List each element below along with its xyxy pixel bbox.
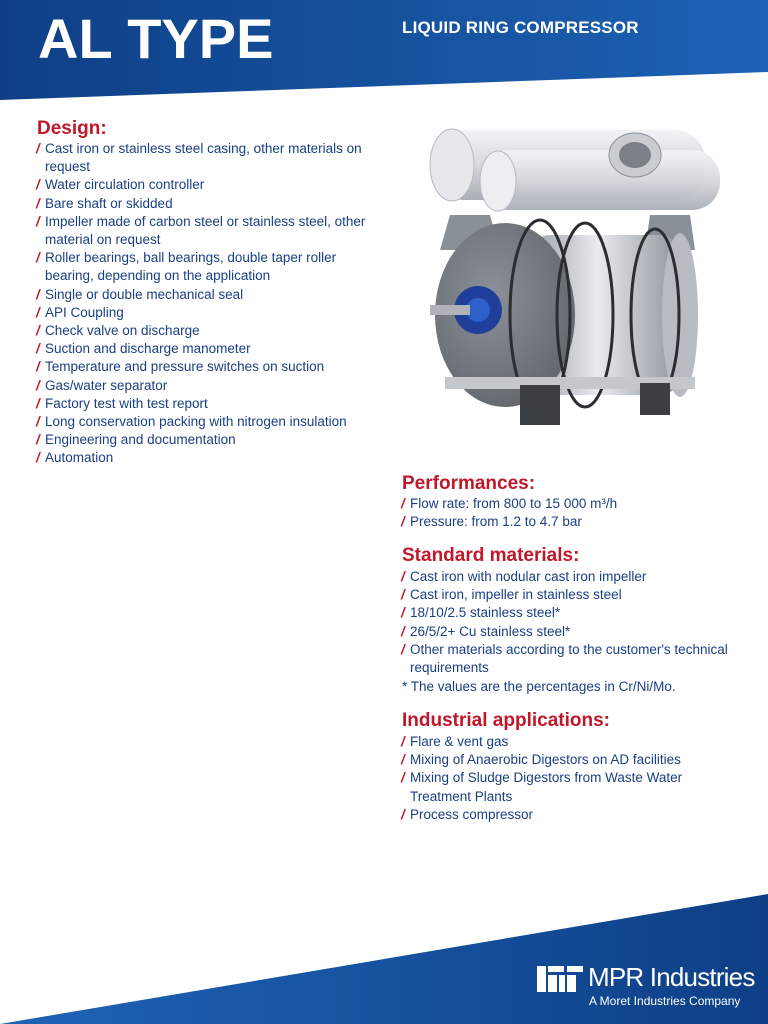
list-item: / Engineering and documentation (37, 431, 367, 449)
list-item: / Other materials according to the customer's technical requirements (401, 641, 728, 676)
slash-bullet-icon: / (36, 304, 40, 320)
list-item: / Automation (37, 449, 367, 467)
list-item: / Impeller made of carbon steel or stainless steel, other material on request (36, 213, 366, 248)
list-item: / Cast iron or stainless steel casing, other materials on request (36, 141, 362, 175)
slash-bullet-icon: / (36, 213, 40, 229)
slash-bullet-icon: / (36, 286, 40, 302)
performances-title: Performances: (402, 473, 536, 494)
list-item: / API Coupling (37, 304, 367, 322)
list-item: / Flow rate: from 800 to 15 000 m³/h (402, 495, 752, 513)
slash-bullet-icon: / (36, 395, 40, 411)
list-item: / Water circulation controller (37, 176, 367, 194)
list-item: / Temperature and pressure switches on suction (37, 358, 367, 376)
list-item: / Roller bearings, ball bearings, double taper roller bearing, depending on the application (36, 250, 337, 284)
slash-bullet-icon: / (36, 195, 40, 211)
slash-bullet-icon: / (36, 414, 40, 430)
list-item: / Cast iron with nodular cast iron impeller (402, 568, 732, 586)
slash-bullet-icon: / (36, 177, 40, 193)
list-item: / Flare & vent gas (402, 733, 732, 751)
slash-bullet-icon: / (401, 770, 405, 786)
slash-bullet-icon: / (36, 341, 40, 357)
page-subtitle: LIQUID RING COMPRESSOR (402, 18, 639, 37)
list-item: / 18/10/2.5 stainless steel* (402, 604, 732, 622)
brand-tagline: A Moret Industries Company (589, 994, 741, 1008)
applications-title: Industrial applications: (402, 710, 610, 731)
slash-bullet-icon: / (401, 569, 405, 584)
applications-list (402, 733, 732, 824)
slash-bullet-icon: / (36, 450, 40, 466)
list-item: / Process compressor (402, 806, 732, 824)
list-item: / Check valve on discharge (37, 322, 367, 340)
mpr-logo-icon (537, 966, 583, 992)
slash-bullet-icon: / (36, 432, 40, 448)
slash-bullet-icon: / (401, 806, 405, 822)
list-item: / Bare shaft or skidded (37, 195, 367, 213)
slash-bullet-icon: / (401, 734, 405, 749)
list-item: / Gas/water separator (37, 377, 367, 395)
slash-bullet-icon: / (36, 141, 40, 156)
list-item: / Long conservation packing with nitrogen insulation (37, 413, 367, 431)
slash-bullet-icon: / (36, 323, 40, 339)
list-item: / Mixing of Anaerobic Digestors on AD facilities (402, 751, 732, 769)
slash-bullet-icon: / (36, 359, 40, 375)
slash-bullet-icon: / (401, 496, 405, 511)
design-list (37, 140, 367, 468)
list-item: / Factory test with test report (37, 395, 367, 413)
design-title: Design: (37, 118, 107, 139)
list-item: / Single or double mechanical seal (37, 286, 367, 304)
page-title: AL TYPE (38, 7, 274, 70)
slash-bullet-icon: / (36, 250, 40, 266)
slash-bullet-icon: / (36, 377, 40, 393)
list-item: / 26/5/2+ Cu stainless steel* (402, 623, 732, 641)
list-item: / Suction and discharge manometer (37, 340, 367, 358)
slash-bullet-icon: / (401, 605, 405, 621)
materials-title: Standard materials: (402, 545, 580, 566)
slash-bullet-icon: / (401, 752, 405, 768)
slash-bullet-icon: / (401, 587, 405, 603)
slash-bullet-icon: / (401, 623, 405, 639)
brand-name: MPR Industries (588, 962, 755, 992)
materials-footnote: * The values are the percentages in Cr/Ni/Mo. (402, 679, 676, 694)
compressor-illustration (410, 115, 720, 435)
list-item: / Pressure: from 1.2 to 4.7 bar (402, 513, 752, 531)
performances-list (402, 495, 752, 531)
list-item: / Mixing of Sludge Digestors from Waste Water Treatment Plants (401, 770, 683, 804)
materials-list (402, 568, 732, 677)
list-item: / Cast iron, impeller in stainless steel (402, 586, 732, 604)
slash-bullet-icon: / (401, 641, 405, 657)
slash-bullet-icon: / (401, 514, 405, 530)
